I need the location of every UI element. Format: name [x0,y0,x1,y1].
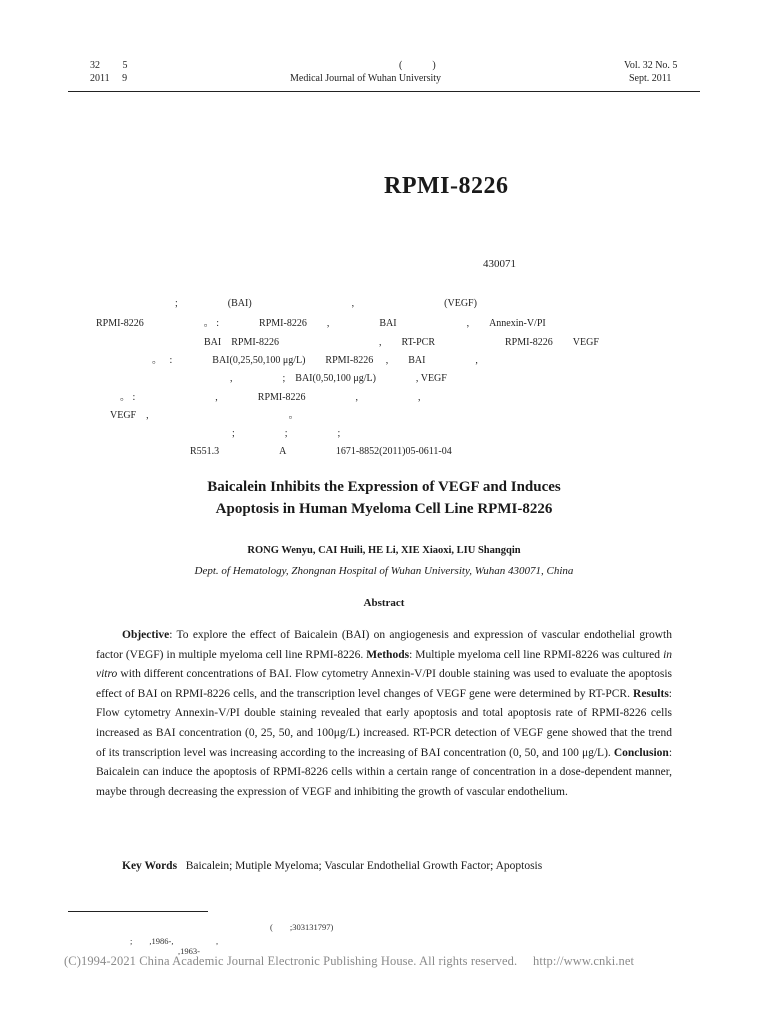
footnote-fund: ( ;303131797) [270,922,334,932]
header-vol-no: Vol. 32 No. 5 [624,60,678,71]
methods-text-continued: with different concentrations of BAI. Flow cytometry Annexin-V/PI double staining was used to evaluate the apoptosis effect of BAI on RPMI-8226 cells, and the transcription level changes of VEGF gene were determined by RT-PCR. [96,668,672,700]
cn-abstract-line: BAI RPMI-8226 , RT-PCR RPMI-8226 VEGF [204,337,599,348]
header-date: Sept. 2011 [629,73,672,84]
affiliation: Dept. of Hematology, Zhongnan Hospital of Wuhan University, Wuhan 430071, China [194,565,574,577]
header-journal-cn: ( ) [399,60,436,71]
key-words-label: Key Words [122,860,178,872]
footnote-author: ; ,1986-, , [130,936,219,946]
header-journal-en: Medical Journal of Wuhan University [290,73,442,84]
cn-title: RPMI-8226 [384,173,509,199]
methods-label: Methods [366,648,410,661]
cn-keywords-line: ; ; ; [232,428,341,439]
cn-abstract-line: RPMI-8226 。 : RPMI-8226 , BAI , Annexin-V/PI [96,318,546,329]
header-year-month: 2011 9 [90,73,128,84]
results-label: Results [633,687,669,700]
objective-text: : To explore the effect of Baicalein (BAI) on angiogenesis and expression of vascular endothelial growth factor (VEGF) in multiple myeloma cell line RPMI-8226. [96,629,672,661]
results-text: : Flow cytometry Annexin-V/PI double staining revealed that early apoptosis and total apoptosis rate of RPMI-8226 cells increased as BAI concentration (0, 25, 50, and 100μg/L) increased. RT-PCR detection of VEGF gene showed that the trend of its transcription level was increasing according to the increasing of BAI concentration (0, 50, and 100 μg/L). [96,687,672,759]
cn-abstract-line: VEGF , 。 [110,410,299,421]
methods-in-vitro: in vitro [96,648,673,681]
cn-postcode: 430071 [483,258,516,270]
cn-classification-line: R551.3 A 1671-8852(2011)05-0611-04 [190,446,452,457]
cn-abstract-line: 。 : , RPMI-8226 , , [120,392,421,403]
abstract-body [96,626,672,802]
abstract-heading: Abstract [363,597,405,609]
objective-label: Objective [122,629,170,641]
footnote-corresponding: ,1963- [178,946,200,956]
header-rule [68,91,700,92]
cnki-watermark: (C)1994-2021 China Academic Journal Electronic Publishing House. All rights reserved. http://www.cnki.net [64,954,635,968]
en-title-line-2: Apoptosis in Human Myeloma Cell Line RPMI-8226 [215,501,553,517]
header-volume: 32 5 [90,60,128,71]
conclusion-label: Conclusion [613,746,669,759]
footnote-rule [68,911,208,912]
conclusion-text: : Baicalein can induce the apoptosis of RPMI-8226 cells within a certain range of concentration in a dose-dependent manner, maybe through decreasing the expression of VEGF and inhibiting the growth of vascular endothelium. [96,746,673,798]
authors: RONG Wenyu, CAI Huili, HE Li, XIE Xiaoxi, LIU Shangqin [247,545,521,556]
key-words-text: Baicalein; Mutiple Myeloma; Vascular Endothelial Growth Factor; Apoptosis [185,860,543,872]
cn-abstract-line: , ; BAI(0,50,100 μg/L) , VEGF [230,373,447,384]
methods-text: : Multiple myeloma cell line RPMI-8226 was cultured [409,648,661,661]
key-words [122,860,542,872]
en-title-line-1: Baicalein Inhibits the Expression of VEGF and Induces [207,479,561,495]
cn-abstract-line: 。 : BAI(0,25,50,100 μg/L) RPMI-8226 , BAI , [152,355,478,366]
cn-abstract-line: ; (BAI) , (VEGF) [175,298,477,309]
